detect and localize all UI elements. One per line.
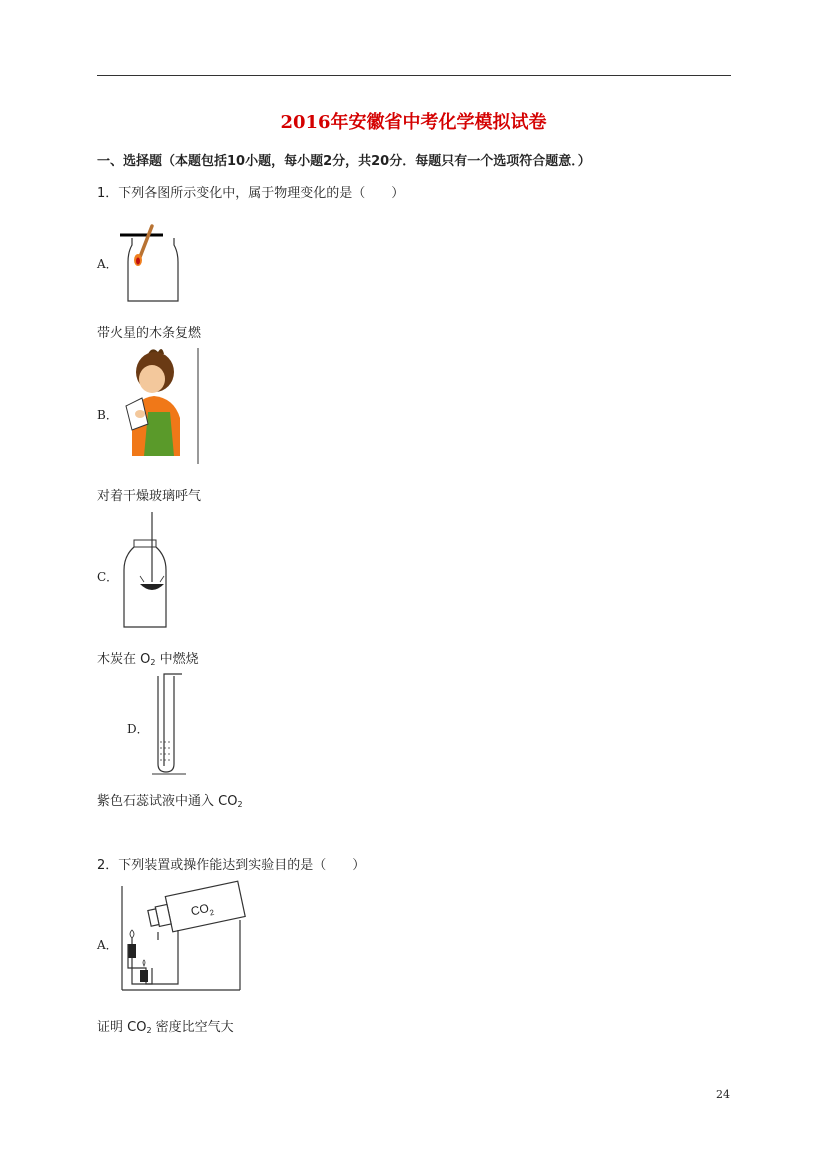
option-c-label: C．: [97, 570, 119, 584]
charcoal-burning-in-oxygen-figure: [118, 512, 170, 628]
option-b-label: B．: [97, 408, 118, 422]
header-rule: [97, 75, 731, 76]
page-number: 24: [716, 1088, 730, 1101]
option-d-caption: 紫色石蕊试液中通入 $CO_2$: [97, 794, 243, 809]
co2-bottle-label: CO: [189, 900, 211, 919]
burning-splint-jar-figure: [118, 222, 188, 302]
page-title: 2016年安徽省中考化学模拟试卷: [280, 112, 547, 133]
question-2-stem: 2．下列装置或操作能达到实验目的是（ ）: [97, 858, 366, 873]
option-b-caption: 对着干燥玻璃呼气: [97, 489, 202, 504]
option-a-caption: 带火星的木条复燃: [97, 326, 202, 341]
option-a-label: A．: [97, 257, 118, 271]
test-tube-gas-inlet-figure: [148, 672, 188, 778]
girl-breathing-on-glass-figure: [118, 346, 202, 466]
question-1-stem: 1．下列各图所示变化中，属于物理变化的是（ ）: [97, 186, 405, 201]
option-c-caption: 木炭在 $O_2$ 中燃烧: [97, 652, 199, 667]
section-heading: 一、选择题（本题包括10小题，每小题2分，共20分．每题只有一个选项符合题意．）: [97, 154, 591, 169]
q2-option-a-caption: 证明 $CO_2$ 密度比空气大: [97, 1020, 234, 1035]
q2-option-a-label: A．: [97, 938, 118, 952]
option-d-label: D．: [127, 722, 149, 736]
co2-bottle-label-subscript: 2: [208, 907, 216, 918]
co2-pouring-beaker-figure: [118, 880, 244, 992]
